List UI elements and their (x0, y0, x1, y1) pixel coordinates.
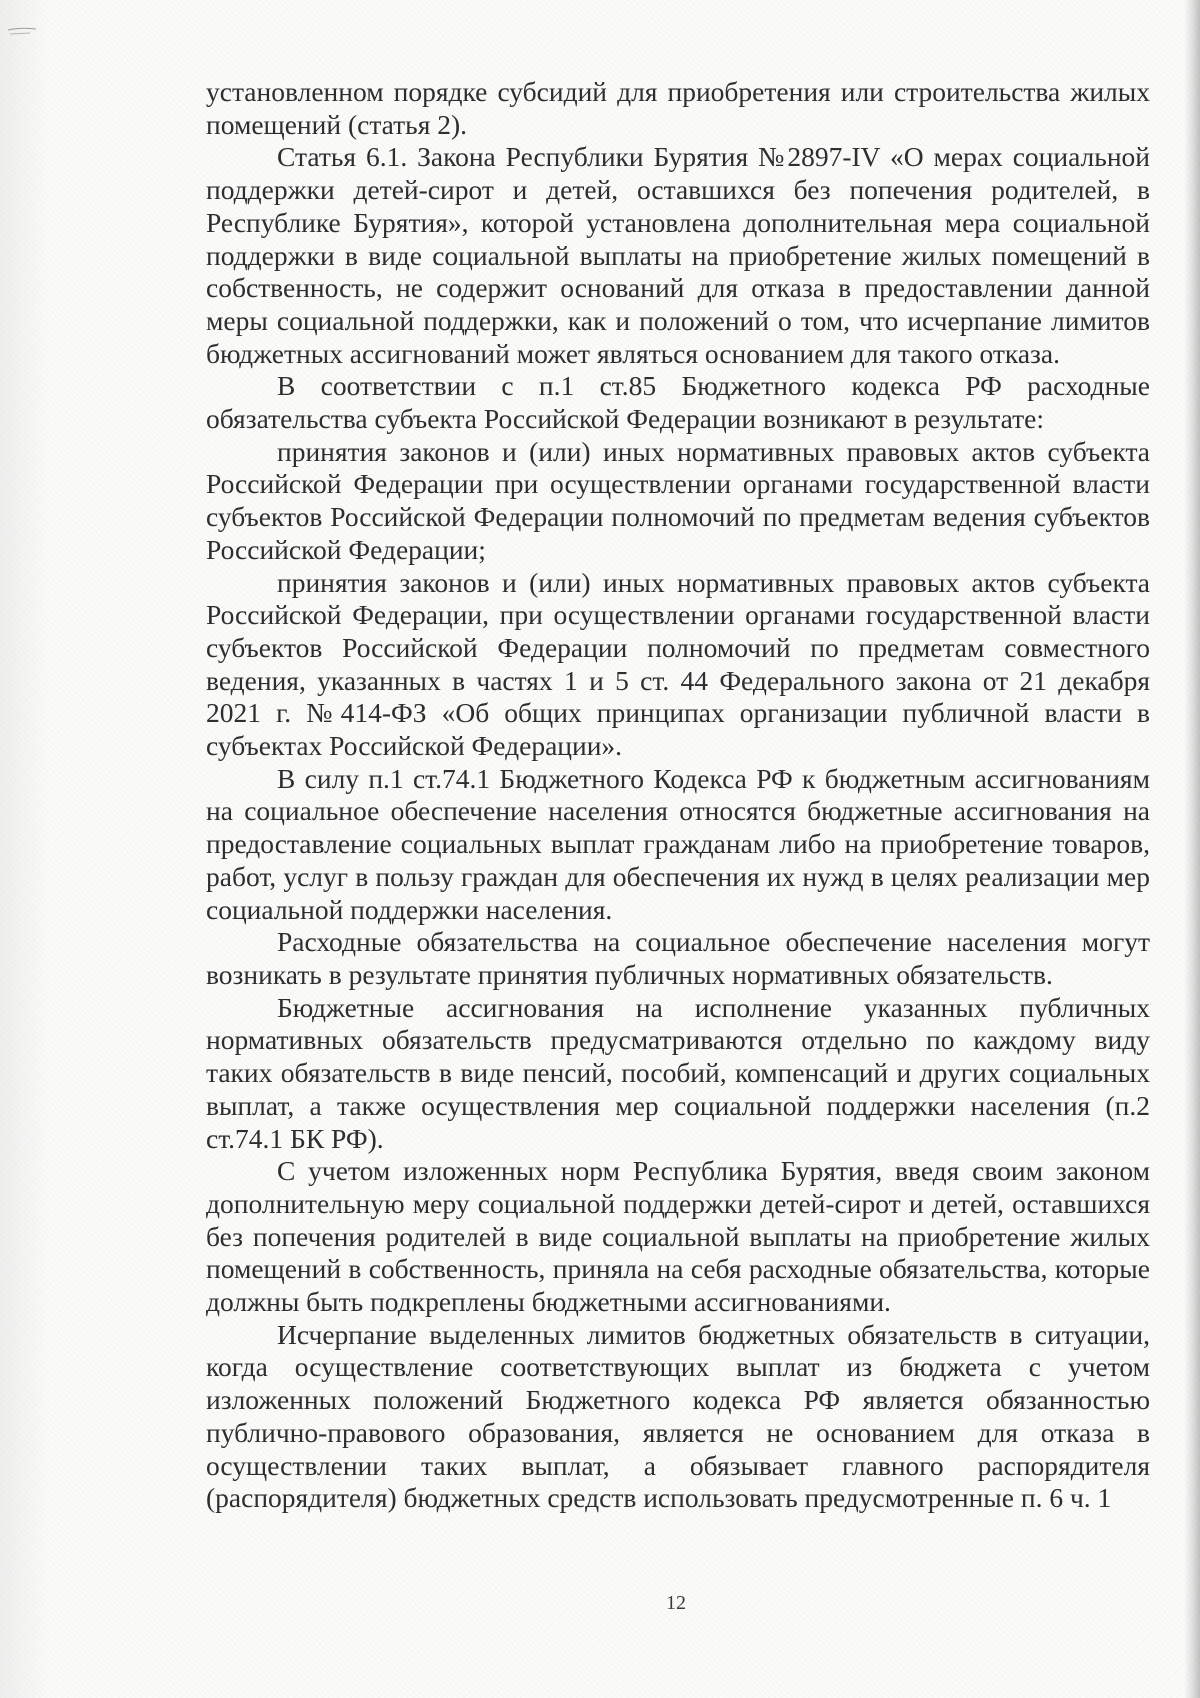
paragraph-6: В силу п.1 ст.74.1 Бюджетного Кодекса РФ к бюджетным ассигнованиям на социальное обеспечение населения относятся бюджетные ассигнования на предоставление социальных выплат гражданам либо на приобретение товаров, работ, услуг в пользу граждан для обеспечения их нужд в целях реализации мер социальной поддержки населения. (206, 762, 1150, 925)
scan-shadow-left (0, 0, 50, 1698)
scan-shadow-right (1184, 0, 1200, 1698)
paragraph-3: В соответствии с п.1 ст.85 Бюджетного кодекса РФ расходные обязательства субъекта Российской Федерации возникают в результате: (206, 370, 1150, 435)
paragraph-5: принятия законов и (или) иных нормативных правовых актов субъекта Российской Федерации, при осуществлении органами государственной власти субъектов Российской Федерации полномочий по предметам совместного ведения, указанных в частях 1 и 5 ст. 44 Федерального закона от 21 декабря 2021 г. №414-ФЗ «Об общих принципах организации публичной власти в субъектах Российской Федерации». (206, 566, 1150, 762)
page-number: 12 (666, 1592, 686, 1614)
scan-artifact-mark (6, 24, 46, 40)
document-body (206, 76, 1150, 1515)
paragraph-10: Исчерпание выделенных лимитов бюджетных обязательств в ситуации, когда осуществление соответствующих выплат из бюджета с учетом изложенных положений Бюджетного кодекса РФ является обязанностью публично-правового образования, является не основанием для отказа в осуществлении таких выплат, а обязывает главного распорядителя (распорядителя) бюджетных средств использовать предусмотренные п. 6 ч. 1 (206, 1318, 1150, 1514)
paragraph-8: Бюджетные ассигнования на исполнение указанных публичных нормативных обязательств предусматриваются отдельно по каждому виду таких обязательств в виде пенсий, пособий, компенсаций и других социальных выплат, а также осуществления мер социальной поддержки населения (п.2 ст.74.1 БК РФ). (206, 991, 1150, 1154)
paragraph-2: Статья 6.1. Закона Республики Бурятия №2897-IV «О мерах социальной поддержки детей-сирот и детей, оставшихся без попечения родителей, в Республике Бурятия», которой установлена дополнительная мера социальной поддержки в виде социальной выплаты на приобретение жилых помещений в собственность, не содержит оснований для отказа в предоставлении данной меры социальной поддержки, как и положений о том, что исчерпание лимитов бюджетных ассигнований может являться основанием для такого отказа. (206, 141, 1150, 369)
paragraph-1: установленном порядке субсидий для приобретения или строительства жилых помещений (статья 2). (206, 76, 1150, 140)
paragraph-9: С учетом изложенных норм Республика Бурятия, введя своим законом дополнительную меру социальной поддержки детей-сирот и детей, оставшихся без попечения родителей в виде социальной выплаты на приобретение жилых помещений в собственность, приняла на себя расходные обязательства, которые должны быть подкреплены бюджетными ассигнованиями. (206, 1155, 1150, 1318)
paragraph-4: принятия законов и (или) иных нормативных правовых актов субъекта Российской Федерации при осуществлении органами государственной власти субъектов Российской Федерации полномочий по предметам ведения субъектов Российской Федерации; (206, 435, 1150, 565)
paragraph-7: Расходные обязательства на социальное обеспечение населения могут возникать в результате принятия публичных нормативных обязательств. (206, 926, 1150, 990)
